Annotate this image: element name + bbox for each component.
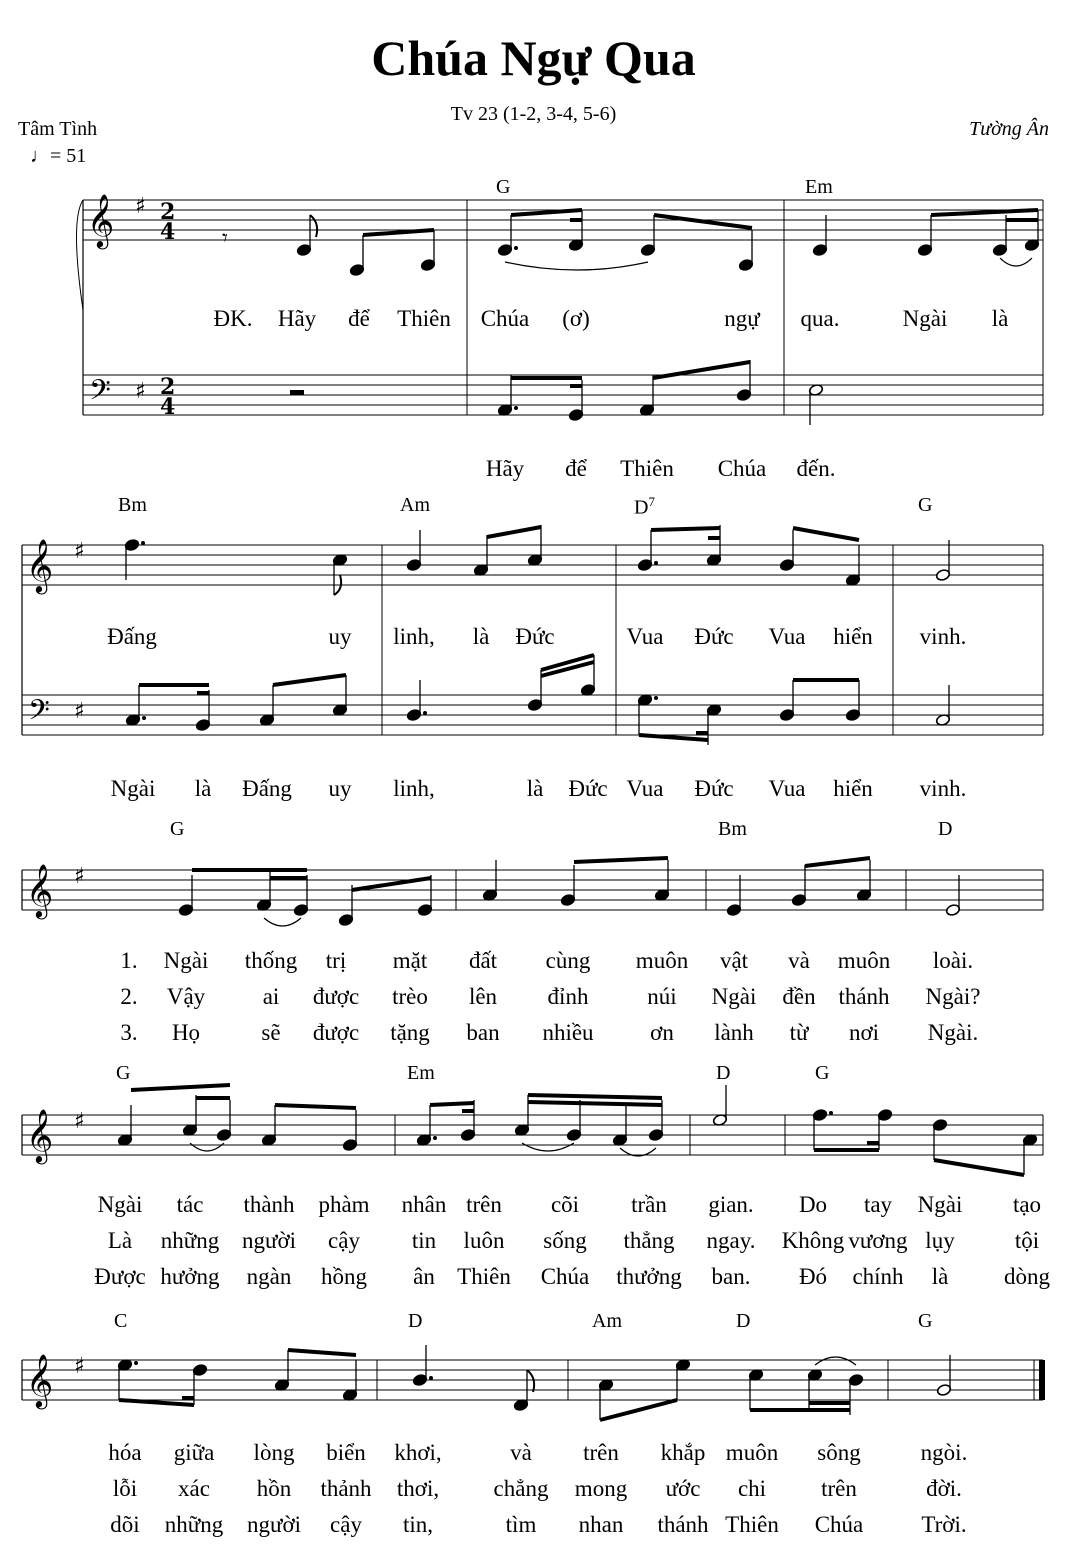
dot	[134, 1361, 138, 1365]
dot	[433, 1136, 437, 1140]
lyric-syllable: Vua	[768, 624, 806, 649]
lyric-syllable: đến.	[796, 456, 836, 481]
lyric-syllable: thánh	[657, 1512, 709, 1537]
key-sharp-icon: ♯	[74, 864, 85, 889]
lyric-syllable: loài.	[932, 948, 974, 973]
lyric-syllable: nhan	[578, 1512, 624, 1537]
lyric-syllable: ngay.	[706, 1228, 756, 1253]
lyric-syllable: Ngài	[163, 948, 209, 973]
lyric-syllable: sống	[543, 1228, 587, 1253]
lyric-syllable: chính	[852, 1264, 904, 1289]
style-label: Tâm Tình	[18, 118, 98, 140]
lyric-syllable: Chúa	[540, 1264, 590, 1289]
chord-symbol: Bm	[718, 818, 747, 840]
lyric-syllable: Hãy	[485, 456, 525, 481]
chord-symbol: Am	[592, 1310, 622, 1332]
beam	[275, 1105, 356, 1108]
lyric-syllable: tác	[176, 1192, 204, 1217]
lyric-syllable: hiển	[833, 776, 873, 801]
lyric-syllable: Ngài?	[925, 984, 981, 1009]
chord-symbol: D	[716, 1062, 731, 1084]
lyric-syllable: sẽ	[261, 1020, 281, 1045]
treble-clef-icon: 𝄞	[26, 863, 54, 917]
lyric-syllable: dõi	[110, 1512, 140, 1537]
lyric-syllable: lành	[714, 1020, 754, 1045]
lyric-syllable: cõi	[550, 1192, 580, 1217]
chord-symbol: Em	[805, 176, 833, 198]
dot	[514, 406, 518, 410]
beam	[805, 858, 870, 866]
lyric-syllable: trèo	[392, 984, 428, 1009]
tie	[522, 1143, 574, 1151]
lyric-syllable: Vua	[626, 776, 664, 801]
composer-name: Tường Ân	[969, 118, 1049, 140]
chord-symbol: G	[918, 1310, 933, 1332]
lyric-syllable: ban	[466, 1020, 500, 1045]
treble-clef-icon: 𝄞	[26, 1108, 54, 1162]
flag	[527, 1370, 534, 1392]
key-sharp-icon: ♯	[74, 699, 85, 724]
lyric-syllable: hồn	[256, 1476, 292, 1501]
chord-extension: 7	[648, 494, 655, 509]
lyric-syllable: là	[931, 1264, 949, 1289]
lyric-syllable: từ	[789, 1020, 809, 1045]
lyric-syllable: ĐK.	[213, 306, 253, 331]
lyric-syllable: Thiên	[725, 1512, 779, 1537]
final-barline-thick	[1039, 1360, 1045, 1400]
song-title: Chúa Ngự Qua	[371, 30, 696, 86]
lyric-syllable: Chúa	[480, 306, 530, 331]
chord-symbol: Am	[400, 494, 430, 516]
bracket	[77, 200, 84, 310]
lyric-syllable: ân	[413, 1264, 435, 1289]
beam	[651, 528, 720, 530]
lyric-syllable: tay	[863, 1192, 893, 1217]
lyric-syllable: khơi,	[394, 1440, 442, 1465]
lyric-syllable: Đức	[568, 776, 608, 801]
dot	[829, 1111, 833, 1115]
lyric-syllable: ơn	[650, 1020, 674, 1045]
lyric-syllable: Đấng	[242, 776, 292, 801]
psalm-reference: Tv 23 (1-2, 3-4, 5-6)	[450, 103, 617, 125]
lyric-syllable: cậy	[330, 1512, 362, 1537]
treble-clef-icon: 𝄞	[26, 538, 54, 592]
beam	[119, 1400, 194, 1405]
lyric-syllable: luôn	[463, 1228, 505, 1253]
lyric-syllable: Thiên	[397, 306, 451, 331]
bass-clef-icon: 𝄢	[89, 374, 111, 414]
treble-clef-icon: 𝄞	[26, 1353, 54, 1407]
lyric-syllable: Ngài	[711, 984, 757, 1009]
lyric-syllable: là	[194, 776, 212, 801]
flag	[310, 215, 317, 237]
lyric-syllable: uy	[328, 624, 352, 649]
lyric-syllable: Hãy	[277, 306, 317, 331]
lyric-syllable: tin	[411, 1228, 437, 1253]
beam	[639, 735, 708, 740]
lyric-syllable: và	[510, 1440, 532, 1465]
beam	[131, 1085, 230, 1090]
chord-symbol: G	[170, 818, 185, 840]
lyric-syllable: thưởng	[616, 1264, 682, 1289]
lyric-syllable: đền	[782, 984, 816, 1009]
dot	[423, 711, 427, 715]
lyric-syllable: ai	[262, 984, 280, 1009]
lyric-syllable: trị	[325, 948, 347, 973]
chord-root: D	[634, 496, 649, 519]
lyric-syllable: ngòi.	[920, 1440, 968, 1465]
eighth-rest-icon: 𝄾	[222, 226, 228, 251]
beam	[273, 675, 346, 685]
quarter-note-icon: ♩	[30, 145, 50, 167]
lyric-syllable: thành	[243, 1192, 295, 1217]
lyric-syllable: vinh.	[919, 624, 967, 649]
dot	[654, 561, 658, 565]
lyric-syllable: là	[472, 624, 490, 649]
lyric-syllable: tạo	[1012, 1192, 1042, 1217]
lyric-syllable: thánh	[838, 984, 890, 1009]
lyric-syllable: linh,	[393, 776, 435, 801]
lyric-syllable: Họ	[171, 1020, 201, 1045]
lyric-syllable: tội	[1014, 1228, 1040, 1253]
lyric-syllable: là	[991, 306, 1009, 331]
lyric-syllable: trên	[466, 1192, 502, 1217]
lyric-syllable: hưởng	[160, 1264, 220, 1289]
lyric-syllable: Vua	[626, 624, 664, 649]
lyric-syllable: lòng	[253, 1440, 295, 1465]
lyric-syllable: thẳng	[623, 1228, 675, 1253]
lyric-syllable: là	[526, 776, 544, 801]
lyric-syllable: Đó	[798, 1264, 828, 1289]
tie	[1000, 258, 1032, 266]
dot	[514, 246, 518, 250]
lyric-syllable: trên	[583, 1440, 619, 1465]
lyric-syllable: (ơ)	[562, 306, 590, 331]
lyric-syllable: dòng	[1004, 1264, 1050, 1289]
lyric-syllable: 1.	[120, 948, 138, 973]
chord-symbol: G	[116, 1062, 131, 1084]
dot	[142, 716, 146, 720]
lyric-syllable: thơi,	[396, 1476, 440, 1501]
chord-symbol: D	[736, 1310, 751, 1332]
half-rest-icon	[290, 390, 304, 395]
lyric-syllable: ban.	[711, 1264, 751, 1289]
chord-symbol: D	[408, 1310, 423, 1332]
lyric-syllable: mong	[574, 1476, 628, 1501]
lyric-syllable: cậy	[328, 1228, 360, 1253]
lyric-syllable: nhiều	[542, 1020, 594, 1045]
lyric-syllable: ước	[665, 1476, 701, 1501]
lyric-syllable: 3.	[120, 1020, 138, 1045]
lyric-syllable: Ngài	[902, 306, 948, 331]
lyric-syllable: tặng	[390, 1020, 430, 1045]
chord-symbol: Em	[407, 1062, 435, 1084]
beam	[931, 210, 1038, 215]
chord-symbol: G	[496, 176, 511, 198]
lyric-syllable: đất	[468, 948, 498, 973]
lyric-syllable: tin,	[402, 1512, 434, 1537]
lyric-syllable: hiển	[833, 624, 873, 649]
beam	[288, 1350, 356, 1355]
lyric-syllable: lên	[468, 984, 498, 1009]
lyric-syllable: chẳng	[493, 1476, 549, 1501]
lyric-syllable: người	[246, 1512, 302, 1537]
lyric-syllable: giữa	[173, 1440, 215, 1465]
lyric-syllable: được	[312, 984, 360, 1009]
lyric-syllable: phàm	[318, 1192, 370, 1217]
tie	[815, 1357, 856, 1365]
lyric-syllable: 2.	[120, 984, 138, 1009]
lyric-syllable: hóa	[108, 1440, 142, 1465]
beam	[793, 528, 859, 540]
treble-clef-icon: 𝄞	[87, 193, 115, 247]
lyric-syllable: muôn	[837, 948, 891, 973]
lyric-syllable: Trời.	[921, 1512, 967, 1537]
time-signature-bottom: 4	[160, 219, 176, 245]
tempo-value: = 51	[50, 145, 87, 167]
lyric-syllable: Thiên	[620, 456, 674, 481]
lyric-syllable: Ngài.	[927, 1020, 979, 1045]
lyric-syllable: qua.	[800, 306, 840, 331]
lyric-syllable: để	[348, 306, 370, 331]
lyric-syllable: ngự	[724, 306, 760, 331]
lyric-syllable: người	[241, 1228, 297, 1253]
lyric-syllable: hồng	[321, 1264, 367, 1289]
chord-symbol: Bm	[118, 494, 147, 516]
key-sharp-icon: ♯	[74, 1109, 85, 1134]
lyric-syllable: vinh.	[919, 776, 967, 801]
lyric-syllable: Ngài	[110, 776, 156, 801]
lyric-syllable: thảnh	[320, 1476, 372, 1501]
key-sharp-icon: ♯	[135, 379, 146, 404]
beam	[574, 858, 668, 862]
lyric-syllable: núi	[647, 984, 677, 1009]
key-sharp-icon: ♯	[74, 539, 85, 564]
time-signature-top: 2	[160, 199, 176, 225]
chord-symbol	[634, 494, 655, 520]
lyric-syllable: đời.	[926, 1476, 962, 1501]
time-signature-bottom: 4	[160, 394, 176, 420]
lyric-syllable: Ngài	[917, 1192, 963, 1217]
chord-symbol: D	[938, 818, 953, 840]
beam	[653, 362, 750, 378]
lyric-syllable: lỗi	[112, 1476, 138, 1501]
chord-symbol: C	[114, 1310, 128, 1332]
lyric-syllable: xác	[178, 1476, 210, 1501]
lyric-syllable: Do	[798, 1192, 828, 1217]
lyric-syllable: trên	[821, 1476, 857, 1501]
lyric-syllable: cùng	[545, 948, 591, 973]
beam	[528, 1102, 662, 1105]
key-sharp-icon: ♯	[74, 1354, 85, 1379]
lyric-syllable: vật	[719, 948, 749, 973]
beam	[528, 1095, 662, 1098]
lyric-syllable: tìm	[505, 1512, 537, 1537]
lyric-syllable: những	[160, 1228, 220, 1253]
lyric-syllable: nhân	[401, 1192, 447, 1217]
lyric-syllable: Vậy	[166, 984, 206, 1009]
lyric-syllable: Đấng	[107, 624, 157, 649]
lyric-syllable: linh,	[393, 624, 435, 649]
lyric-syllable: chi	[737, 1476, 767, 1501]
tie	[264, 918, 301, 926]
lyric-syllable: Là	[107, 1228, 133, 1253]
beam	[363, 230, 434, 235]
lyric-syllable: Ngài	[97, 1192, 143, 1217]
beam	[600, 1400, 677, 1420]
chord-symbol: G	[918, 494, 933, 516]
lyric-syllable: Đức	[694, 624, 734, 649]
dot	[141, 541, 145, 545]
lyric-syllable: đỉnh	[547, 984, 589, 1009]
bass-clef-icon: 𝄢	[28, 694, 50, 734]
lyric-syllable: mặt	[392, 948, 428, 973]
lyric-syllable: trần	[631, 1192, 667, 1217]
lyric-syllable: để	[565, 456, 587, 481]
lyric-syllable: nơi	[848, 1020, 880, 1045]
beam	[654, 215, 752, 228]
lyric-syllable: và	[788, 948, 810, 973]
lyric-syllable: muôn	[635, 948, 689, 973]
lyric-syllable: Chúa	[814, 1512, 864, 1537]
lyric-syllable: Đức	[694, 776, 734, 801]
lyric-syllable: lụy	[925, 1228, 955, 1253]
lyric-syllable: Đức	[515, 624, 555, 649]
key-sharp-icon: ♯	[135, 194, 146, 219]
lyric-syllable: được	[312, 1020, 360, 1045]
tie	[505, 262, 648, 270]
chord-symbol: G	[815, 1062, 830, 1084]
tie	[190, 1143, 224, 1151]
dot	[429, 1376, 433, 1380]
lyric-syllable: khắp	[660, 1440, 706, 1465]
lyric-syllable: vương	[848, 1228, 908, 1253]
lyric-syllable: thống	[244, 948, 298, 973]
lyric-syllable: gian.	[708, 1192, 754, 1217]
lyric-syllable: Vua	[768, 776, 806, 801]
beam	[511, 210, 582, 215]
lyric-syllable: ngàn	[246, 1264, 292, 1289]
lyric-syllable: những	[164, 1512, 224, 1537]
lyric-syllable: biển	[326, 1440, 366, 1465]
lyric-syllable: sông	[817, 1440, 861, 1465]
lyric-syllable: Được	[94, 1264, 146, 1289]
lyric-syllable: Không	[781, 1228, 845, 1253]
lyric-syllable: uy	[328, 776, 352, 801]
beam	[934, 1160, 1024, 1175]
beam	[487, 527, 541, 537]
time-signature-top: 2	[160, 374, 176, 400]
beam	[430, 1103, 474, 1105]
lyric-syllable: Chúa	[717, 456, 767, 481]
dot	[654, 696, 658, 700]
lyric-syllable: Thiên	[457, 1264, 511, 1289]
lyric-syllable: muôn	[725, 1440, 779, 1465]
